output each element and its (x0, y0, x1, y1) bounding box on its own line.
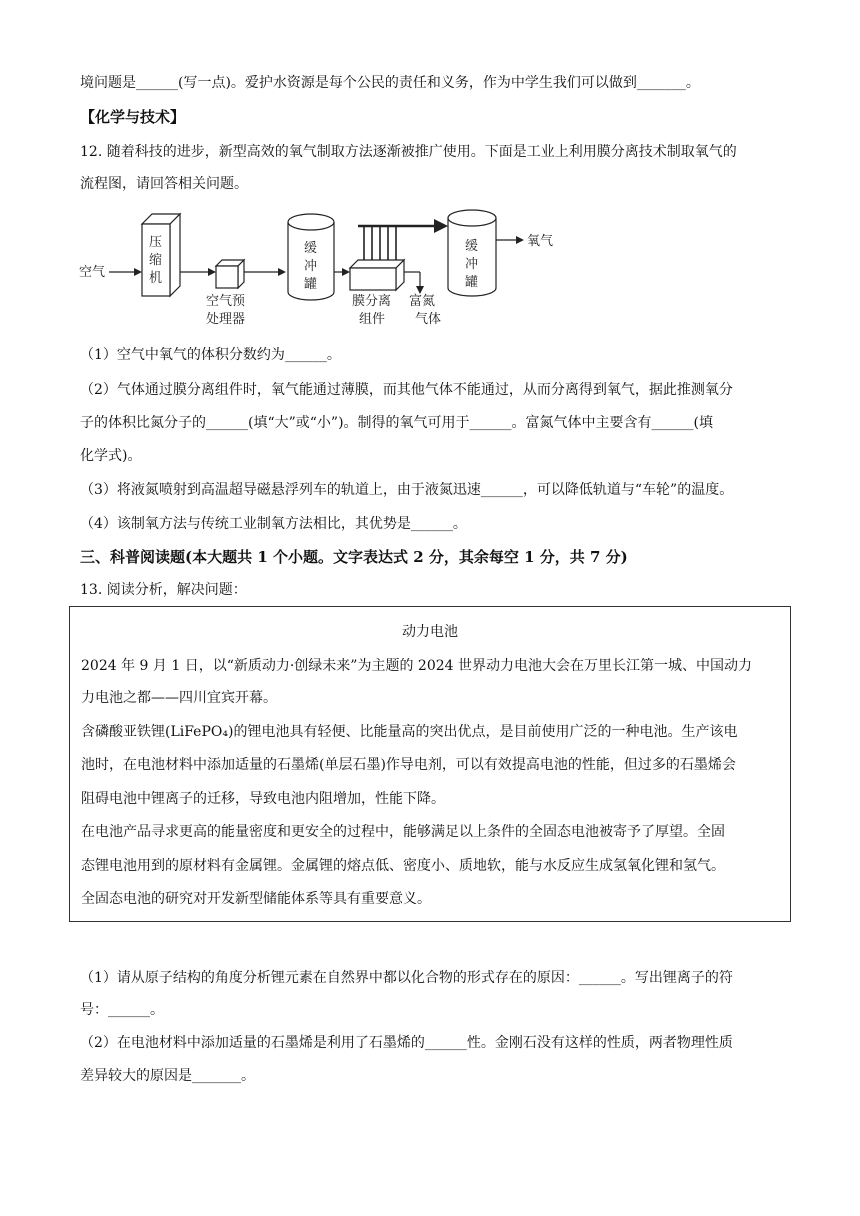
preprocessor-box (216, 260, 244, 288)
svg-text:缓: 缓 (304, 241, 318, 256)
passage-line: 阻碍电池中锂离子的迁移，导致电池内阻增加，性能下降。 (81, 791, 445, 807)
oxygen-flow-diagram (76, 204, 596, 336)
passage-line: 含磷酸亚铁锂(LiFePO₄)的锂电池具有轻便、比能量高的突出优点，是目前使用广泛的一种电池。生产该电 (81, 724, 738, 740)
q12-part2-line3: 化学式)。 (80, 448, 142, 464)
svg-text:压: 压 (149, 235, 163, 250)
passage-line: 在电池产品寻求更高的能量密度和更安全的过程中，能够满足以上条件的全固态电池被寄予了厚望。全固 (81, 824, 725, 840)
svg-text:缓: 缓 (465, 239, 479, 254)
passage-line: 力电池之都——四川宜宾开幕。 (81, 690, 277, 706)
q12-part2-line1: （2）气体通过膜分离组件时，氧气能通过薄膜，而其他气体不能通过，从而分离得到氧气，据此推测氧分 (80, 382, 733, 398)
section-heading-tech: 【化学与技术】 (80, 108, 186, 126)
svg-text:缩: 缩 (149, 253, 163, 268)
diagram-label-membrane-1: 膜分离 (352, 294, 392, 309)
q13-part2-line1: （2）在电池材料中添加适量的石墨烯是利用了石墨烯的______性。金刚石没有这样的性质，两者物理性质 (80, 1035, 733, 1051)
diagram-label-membrane-2: 组件 (359, 312, 386, 327)
svg-text:冲: 冲 (465, 257, 479, 272)
membrane-unit (350, 219, 448, 290)
svg-text:机: 机 (149, 271, 163, 286)
passage-title: 动力电池 (402, 624, 458, 640)
q12-part2-line2: 子的体积比氮分子的______(填“大”或“小”)。制得的氧气可用于______。富氮气体中主要含有______(填 (80, 415, 714, 431)
q12-line1: 12. 随着科技的进步，新型高效的氧气制取方法逐渐被推广使用。下面是工业上利用膜分离技术制取氧气的 (80, 144, 737, 160)
passage-line: 池时，在电池材料中添加适量的石墨烯(单层石墨)作导电剂，可以有效提高电池的性能，但过多的石墨烯会 (81, 757, 736, 773)
q12-part1: （1）空气中氧气的体积分数约为______。 (80, 347, 341, 363)
diagram-label-preprocessor-2: 处理器 (206, 312, 246, 327)
passage-line: 态锂电池用到的原材料有金属锂。金属锂的熔点低、密度小、质地软，能与水反应生成氢氧化锂和氢气。 (81, 858, 725, 874)
diagram-label-air: 空气 (79, 265, 106, 280)
q13-part1-line1: （1）请从原子结构的角度分析锂元素在自然界中都以化合物的形式存在的原因：______。写出锂离子的符 (80, 970, 733, 986)
section-heading-3: 三、科普阅读题(本大题共 1 个小题。文字表达式 2 分，其余每空 1 分，共 7 分) (80, 548, 628, 566)
top-line: 境问题是______(写一点)。爱护水资源是每个公民的责任和义务，作为中学生我们可以做到_______。 (80, 75, 700, 91)
passage-line: 2024 年 9 月 1 日，以“新质动力·创绿未来”为主题的 2024 世界动力电池大会在万里长江第一城、中国动力 (81, 658, 752, 674)
compressor-box (142, 214, 180, 296)
passage-line: 全固态电池的研究对开发新型储能体系等具有重要意义。 (81, 891, 431, 907)
q12-part3: （3）将液氮喷射到高温超导磁悬浮列车的轨道上，由于液氮迅速______，可以降低轨道与“车轮”的温度。 (80, 482, 734, 498)
buffer-tank-2 (448, 210, 496, 296)
q13-part2-line2: 差异较大的原因是_______。 (80, 1068, 255, 1084)
diagram-label-preprocessor-1: 空气预 (206, 294, 246, 309)
diagram-label-nitrogen-1: 富氮 (409, 294, 436, 309)
buffer-tank-1 (288, 214, 334, 300)
q13-part1-line2: 号：______。 (80, 1002, 164, 1018)
diagram-label-oxygen: 氧气 (527, 234, 554, 249)
reading-passage-box (69, 606, 791, 922)
q12-line2: 流程图，请回答相关问题。 (80, 176, 248, 192)
q12-part4: （4）该制氧方法与传统工业制氧方法相比，其优势是______。 (80, 516, 467, 532)
svg-text:冲: 冲 (304, 259, 318, 274)
diagram-label-nitrogen-2: 气体 (415, 312, 442, 327)
svg-text:罐: 罐 (304, 277, 318, 292)
q13-intro: 13. 阅读分析，解决问题： (80, 582, 247, 598)
svg-text:罐: 罐 (465, 275, 479, 290)
